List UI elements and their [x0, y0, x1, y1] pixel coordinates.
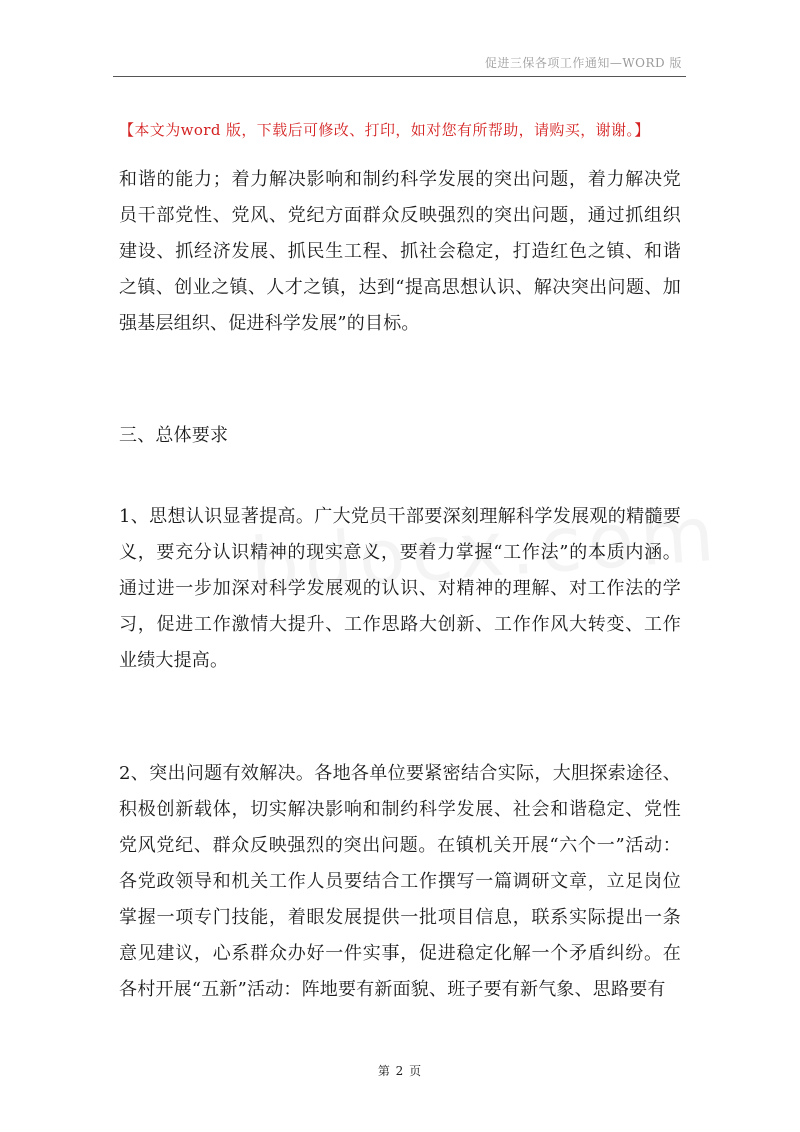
page-number: 第 2 页: [377, 1064, 423, 1078]
header-divider: [113, 76, 686, 77]
paragraph-item-2: 2、突出问题有效解决。各地各单位要紧密结合实际，大胆探索途径、积极创新载体，切实解决影响和制约科学发展、社会和谐稳定、党性党风党纪、群众反映强烈的突出问题。在镇机关开展“六个一”活动：各党政领导和机关工作人员要结合工作撰写一篇调研文章，立足岗位掌握一项专门技能，着眼发展提供一批项目信息，联系实际提出一条意见建议，心系群众办好一件实事，促进稳定化解一个矛盾纠纷。在各村开展“五新”活动：阵地要有新面貌、班子要有新气象、思路要有: [119, 763, 681, 1000]
section-heading-general-requirements: 三、总体要求: [119, 425, 229, 446]
document-header-title: 促进三保各项工作通知—WORD 版: [484, 56, 682, 70]
paragraph-item-1: 1、思想认识显著提高。广大党员干部要深刻理解科学发展观的精髓要义，要充分认识精神的现实意义，要着力掌握“工作法”的本质内涵。通过进一步加深对科学发展观的认识、对精神的理解、对工作法的学习，促进工作激情大提升、工作思路大创新、工作作风大转变、工作业绩大提高。: [119, 506, 681, 671]
download-notice: 【本文为word 版，下载后可修改、打印，如对您有所帮助，请购买，谢谢。】: [119, 121, 650, 139]
paragraph-goal-continuation: 和谐的能力；着力解决影响和制约科学发展的突出问题，着力解决党员干部党性、党风、党纪方面群众反映强烈的突出问题，通过抓组织建设、抓经济发展、抓民生工程、抓社会稳定，打造红色之镇、和谐之镇、创业之镇、人才之镇，达到“提高思想认识、解决突出问题、加强基层组织、促进科学发展”的目标。: [119, 169, 681, 334]
